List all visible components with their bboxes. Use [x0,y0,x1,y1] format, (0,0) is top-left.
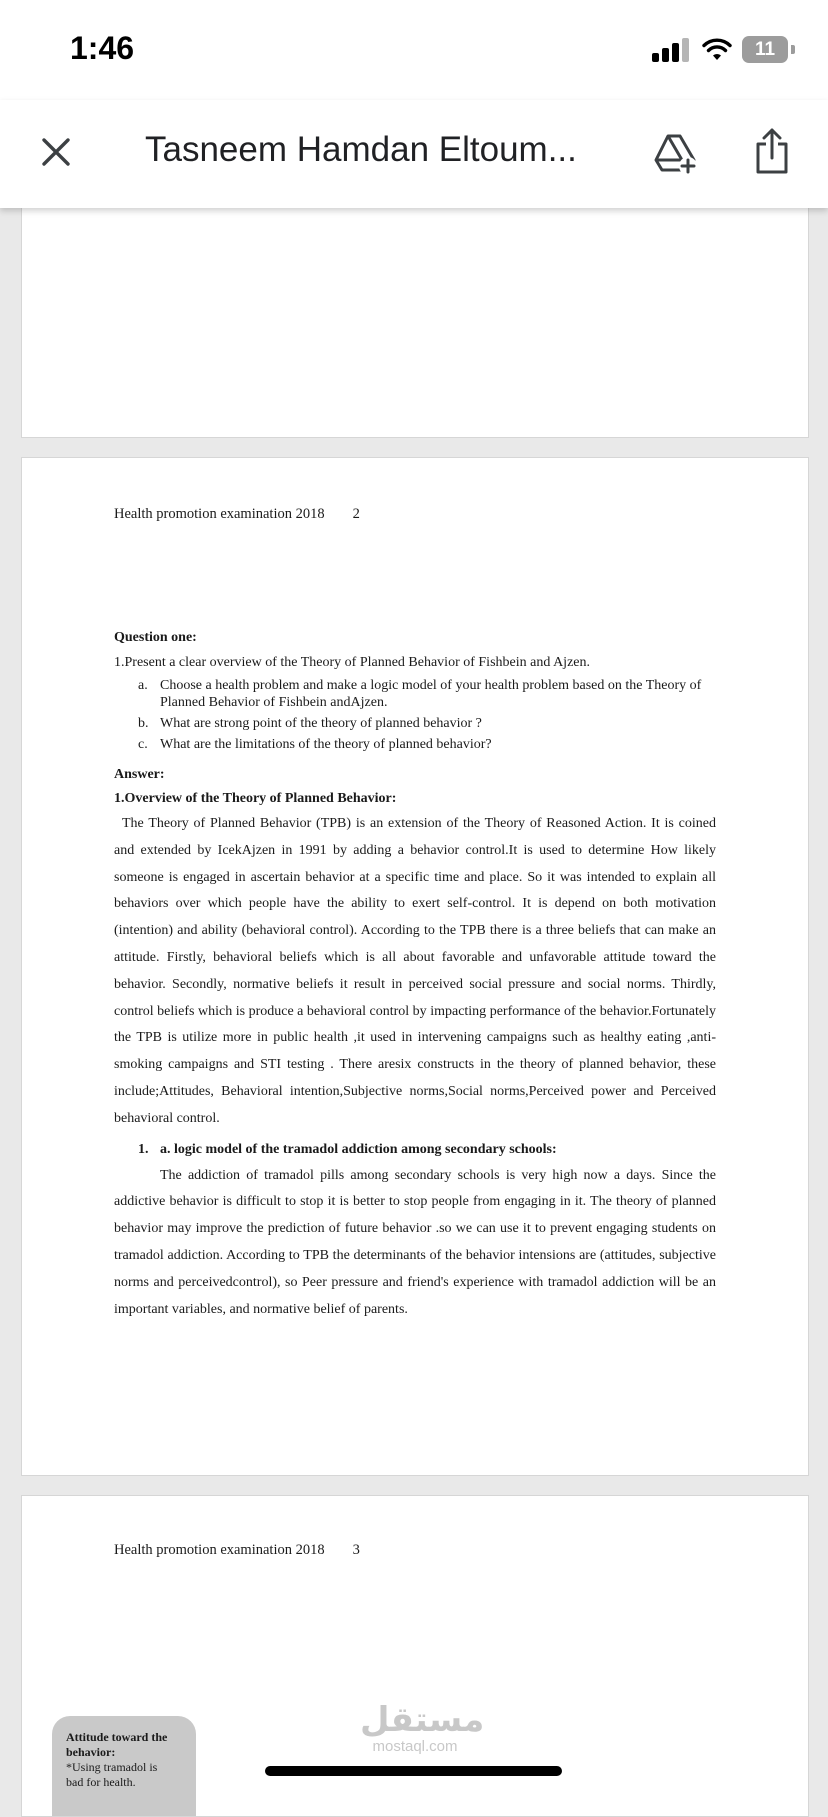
attitude-diagram-box [52,1716,196,1817]
watermark-logo [360,1700,485,1755]
watermark-latin: mostaql.com [372,1738,458,1755]
battery-tip [791,45,795,54]
overview-title: 1.Overview of the Theory of Planned Behavior: [114,791,397,806]
subquestion-item [114,736,716,753]
subquestion-text: What are the limitations of the theory of planned behavior? [160,737,492,752]
subquestion-text: Choose a health problem and make a logic model of your health problem based on the Theory of Planned Behavior of Fishbein andAjzen. [160,678,702,710]
wifi-icon [702,38,732,62]
attitude-box-line: bad for health. [66,1775,136,1789]
subquestion-item [114,677,716,711]
overview-paragraph: The Theory of Planned Behavior (TPB) is an extension of the Theory of Reasoned Action. It is coined and extended by IcekAjzen in 1991 by adding a behavior control.It is used to determine How likely someone is engaged in ascertain behavior at a specific time and place. So it was intended to explain all behaviors over which people have the ability to exert self-control. It is depend on both motivation (intention) and ability (behavioral control). According to the TPB there is a three beliefs that can make an attitude. Firstly, behavioral beliefs which is all about favorable and unfavorable attitude toward the behavior. Secondly, normative beliefs it result in perceived social pressure and social norms. Thirdly, control beliefs which is produce a behavioral control by impacting performance of the behavior.Fortunately the TPB is utilize more in public health ,it used in intervening campaigns such as healthy eating ,anti-smoking campaigns and STI testing . There aresix constructs in the theory of planned behavior, these include;Attitudes, Behavioral intention,Subjective norms,Social norms,Perceived power and Perceived behavioral control. [114,816,716,1126]
attitude-box-line: *Using tramadol is [66,1760,158,1774]
running-head [114,1542,360,1559]
page-number: 2 [352,506,360,522]
question-title: Question one: [114,630,197,645]
attitude-box-title: Attitude toward the behavior: [66,1730,168,1759]
share-icon[interactable] [752,126,792,176]
logic-model-number: 1. [138,1141,149,1157]
document-page-2 [21,457,809,1476]
question-main: 1.Present a clear overview of the Theory of Planned Behavior of Fishbein and Ajzen. [114,655,590,670]
cellular-signal-icon [652,38,694,62]
logic-model-paragraph: The addiction of tramadol pills among secondary schools is very high now a days. Since the addictive behavior is difficult to stop it is better to stop people from engaging in it. The theory of planned behavior may improve the prediction of future behavior .so we can use it to prevent engaging students on tramadol addiction. According to TPB the determinants of the behavior intensions are (attitudes, subjective norms and perceivedcontrol), so Peer pressure and friend's experience with tramadol addiction will be an important variables, and normative belief of parents. [114,1167,716,1317]
home-indicator[interactable] [265,1766,562,1776]
drive-add-icon[interactable] [652,130,698,176]
page-number: 3 [352,1542,360,1558]
subquestion-text: What are strong point of the theory of planned behavior ? [160,716,482,731]
subquestion-item [114,715,716,732]
subquestion-marker: a. [138,678,148,693]
battery-level: 11 [742,36,788,63]
logic-model-title: a. logic model of the tramadol addiction among secondary schools: [160,1141,557,1157]
subquestion-list [114,677,716,753]
document-page-1 [21,206,809,438]
watermark-arabic: مستقل [360,1700,485,1740]
answer-title: Answer: [114,767,165,782]
subquestion-marker: b. [138,716,149,731]
status-bar [0,0,828,100]
subquestion-marker: c. [138,737,148,752]
running-head-text: Health promotion examination 2018 [114,1542,325,1558]
document-title: Tasneem Hamdan Eltoum... [145,130,577,169]
status-time: 1:46 [70,30,135,66]
close-icon[interactable] [36,132,76,172]
running-head [114,506,360,523]
logic-model-heading [138,1137,716,1163]
document-title-bar [0,100,828,208]
page-2-body [114,630,716,1323]
running-head-text: Health promotion examination 2018 [114,506,325,522]
